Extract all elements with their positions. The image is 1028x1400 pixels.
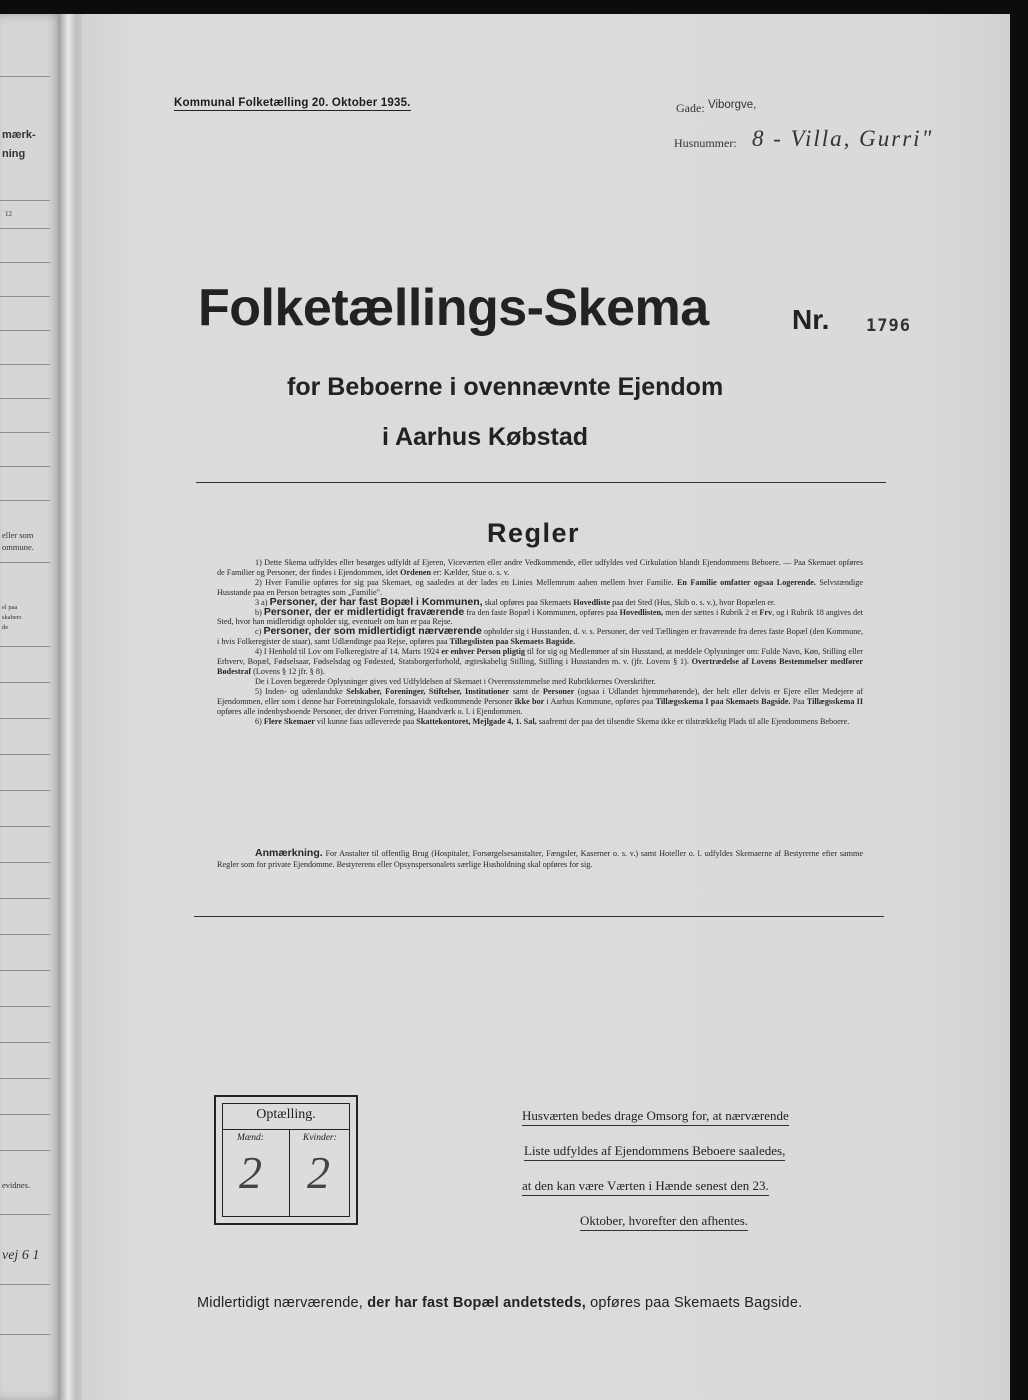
left-page-handwriting: vej 6 1	[2, 1248, 40, 1263]
kvinder-label: Kvinder:	[303, 1133, 337, 1143]
notice-line: Husværten bedes drage Omsorg for, at nærværende	[522, 1108, 789, 1126]
left-page-fragment: ning	[2, 148, 26, 160]
left-page-fragment: de	[2, 624, 9, 631]
divider-top	[196, 482, 886, 483]
notice-line: Liste udfyldes af Ejendommens Beboere saaledes,	[524, 1143, 785, 1161]
census-header: Kommunal Folketælling 20. Oktober 1935.	[174, 97, 411, 109]
book-gutter	[58, 14, 84, 1400]
maend-label: Mænd:	[237, 1133, 264, 1143]
maend-count: 2	[239, 1147, 262, 1198]
husnummer-label: Husnummer:	[674, 136, 737, 150]
left-page-rule	[0, 200, 50, 201]
annotation-lead: Anmærkning.	[255, 847, 323, 859]
left-page-fragment: evidnes.	[2, 1180, 31, 1190]
notice-line: at den kan være Værten i Hænde senest den 23.	[522, 1178, 769, 1196]
count-box-title: Optælling.	[256, 1107, 316, 1122]
count-box	[214, 1095, 358, 1225]
form-number-value: 1796	[866, 316, 911, 336]
gade-value: Viborgve,	[708, 99, 757, 111]
notice-line: Oktober, hvorefter den afhentes.	[580, 1213, 748, 1231]
left-page-fragment: el paa	[2, 604, 18, 611]
left-page-fragment: ommune.	[2, 542, 34, 552]
annotation-note	[217, 848, 863, 870]
husnummer-value: 8 - Villa, Gurri"	[752, 126, 934, 151]
form-location: i Aarhus Købstad	[382, 423, 589, 451]
left-page-fragment: skabers	[2, 614, 22, 621]
left-page-fragment: 12	[5, 210, 12, 218]
footer-note: Midlertidigt nærværende, der har fast Bopæl andetsteds, opføres paa Skemaets Bagside.	[197, 1295, 803, 1311]
annotation-text: For Anstalter til offentlig Brug (Hospitaler, Forsørgelsesanstalter, Fængsler, Kaserner o. s. v.) samt Hoteller o. l. udfyldes Skemaerne af Bestyrerne efter samme Regler som for private Ejendomme. Bestyrerens eller Opsynspersonalets særlige Husholdning skal opføres for sig.	[217, 849, 864, 869]
divider-bottom	[194, 916, 884, 917]
form-subtitle: for Beboerne i ovennævnte Ejendom	[287, 373, 724, 401]
left-facing-page	[0, 14, 62, 1400]
form-title: Folketællings-Skema	[198, 279, 709, 337]
kvinder-count: 2	[307, 1147, 330, 1198]
form-number-label: Nr.	[792, 304, 830, 335]
scan-border	[1010, 14, 1028, 1400]
gade-label: Gade:	[676, 101, 705, 115]
left-page-rule	[0, 76, 50, 77]
left-page-fragment: eller som	[2, 530, 34, 540]
left-page-fragment: mærk-	[2, 129, 36, 141]
rules-heading: Regler	[487, 518, 581, 548]
rules-text: 1) Dette Skema udfyldes eller besørges udfyldt af Ejeren, Viceværten eller andre Vedkommende, eller udfyldes ved Cirkulation blandt Ejendommens Beboere. — Paa Skemaet opføres de Familier og Personer, der findes i Ejendommen, idet Ordenen er: Kælder, Stue o. s. v. 2) Hver Familie opføres for sig paa Skemaet, og saaledes at der lades en Linies Mellemrum aaben mellem hver Familie. En Familie omfatter ogsaa Logerende. Selvstændige Husstande paa en Person betragtes som „Familie". 3 a) Personer, der har fast Bopæl i Kommunen, skal opføres paa Skemaets Hovedliste paa det Sted (Hus, Skib o. s. v.), hvor Bopælen er. b) Personer, der er midlertidigt fraværende fra den faste Bopæl i Kommunen, opføres paa Hovedlisten, men der sættes i Rubrik 2 et Frv, og i Rubrik 18 angives det Sted, hvor han midlertidigt opholder sig, eventuelt om han er paa Rejse. c) Personer, der som midlertidigt nærværende opholder sig i Husstanden, d. v. s. Personer, der ved Tællingen er fraværende fra deres faste Bopæl (den Kommune, i hvis Folkeregister de staar), samt Udlændinge paa Rejse, opføres paa Tillægslisten paa Skemaets Bagside. 4) I Henhold til Lov om Folkeregistre af 14. Marts 1924 er enhver Person pligtig til for sig og Medlemmer af sin Husstand, at meddele Oplysninger om: Fulde Navn, Køn, Stilling eller Erhverv, Bopæl, Fødselsaar, Fødselsdag og Fødested, Statsborgerforhold, ægteskabelig Stilling, Stilling i Husstanden m. v. (jfr. Lovens § 1). Overtrædelse af Lovens Bestemmelser medfører Bødestraf (Lovens § 12 jfr. § 8). De i Loven begærede Oplysninger gives ved Udfyldelsen af Skemaet i Overensstemmelse med Rubrikkernes Overskrifter. 5) Inden- og udenlandske Selskaber, Foreninger, Stiftelser, Institutioner samt de Personer (ogsaa i Udlandet hjemmehørende), der helt eller delvis er Ejere eller Medejere af Ejendommen, eller som i denne har Forretningslokale, forsaavidt vedkommende Personer ikke bor i Aarhus Kommune, opføres paa Tillægsskema I paa Skemaets Bagside. Paa Tillægsskema II opføres alle indenbysboende Personer, der driver Forretning, Haandværk o. l. i Ejendommen. 6) Flere Skemaer vil kunne faas udleverede paa Skattekontoret, Mejlgade 4, 1. Sal, saafremt der paa det tilsendte Skema ikke er tilstrækkelig Plads til alle Ejendommens Beboere.	[217, 558, 864, 726]
